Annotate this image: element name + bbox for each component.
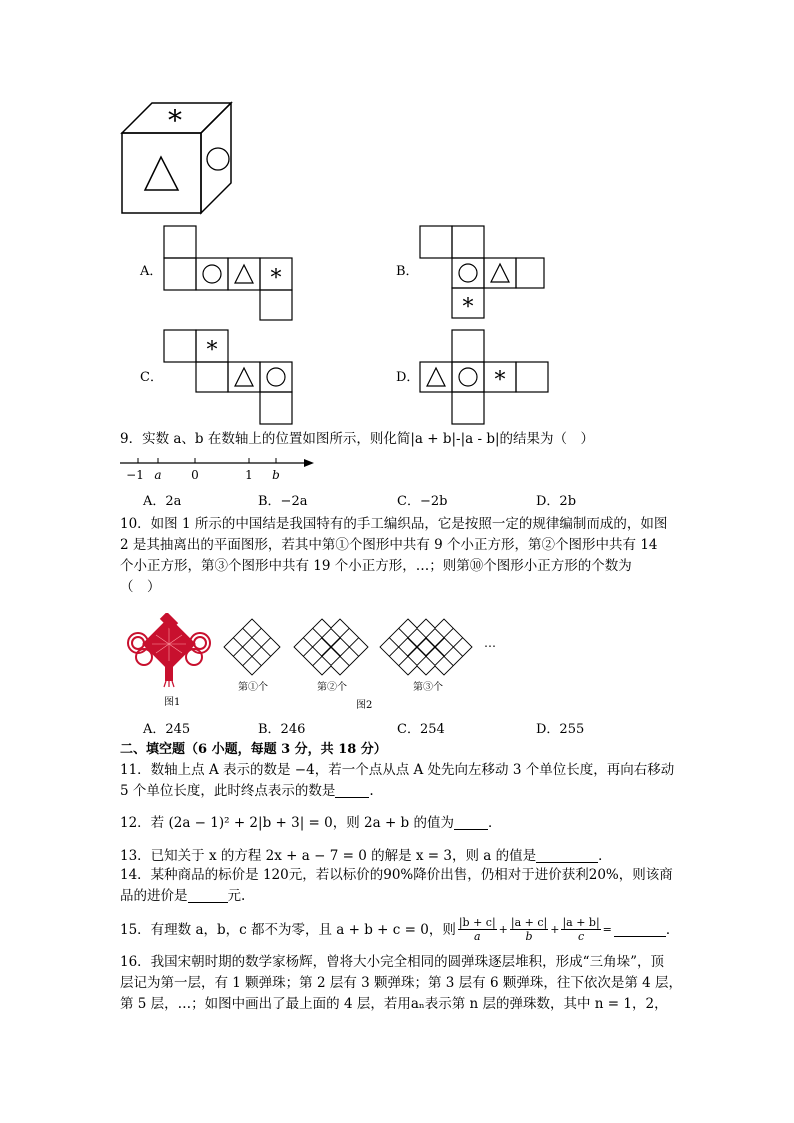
lattice-caption-2: 第②个 [317, 682, 347, 693]
option-a-label: A． [140, 264, 163, 279]
option-d-label: D． [396, 370, 420, 385]
q11-line2 [120, 781, 374, 801]
option-b-label: B． [396, 264, 419, 279]
q15-fraction-1 [458, 916, 497, 943]
q10-option-a: A．245 [143, 722, 191, 737]
q13-answer-blank[interactable] [536, 848, 598, 863]
net-a-star: * [270, 266, 282, 291]
lattice-figure-2 [292, 617, 370, 677]
q15-line [120, 916, 679, 943]
q10-option-b: B．246 [258, 722, 306, 737]
net-c [162, 328, 296, 426]
lattice-figure-3 [378, 617, 474, 677]
chinese-knot-image [124, 613, 214, 688]
lattice-caption-3: 第③个 [413, 682, 443, 693]
q15-plus-1: + [498, 922, 508, 936]
cube-top-symbol: * [168, 104, 182, 137]
q15-fraction-3 [561, 916, 600, 943]
q9-option-a: A．2a [143, 494, 182, 509]
q10-line2: 2 是其抽离出的平面图形，若其中第①个图形中共有 9 个小正方形，第②个图形中共有 14 [120, 537, 658, 553]
q12-answer-blank[interactable] [454, 815, 488, 830]
q11-end: . [369, 783, 374, 799]
q14-line2 [120, 886, 245, 906]
q15-f2-num: |a + c| [510, 916, 548, 929]
q11-answer-blank[interactable] [335, 783, 369, 798]
axis-label-minus1: −1 [126, 468, 144, 482]
q16-line3: 第 5 层，…；如图中画出了最上面的 4 层，若用aₙ表示第 n 层的弹珠数，其中 n = 1，2， [120, 996, 668, 1012]
q11-line1: 11．数轴上点 A 表示的数是 −4，若一个点从点 A 处先向左移动 3 个单位长度，再向右移动 [120, 762, 675, 778]
lattice-figure-1 [222, 617, 282, 677]
q16-line1: 16．我国宋朝时期的数学家杨辉，曾将大小完全相同的圆弹珠逐层堆积，形成“三角垛”，顶 [120, 954, 664, 970]
axis-label-a: a [154, 468, 162, 482]
q13-end: ． [598, 848, 612, 864]
q15-f1-num: |b + c| [458, 916, 496, 929]
q12-line [120, 813, 501, 833]
q15-f3-den: c [577, 930, 585, 943]
cube-figure [115, 100, 240, 218]
q14-end: 元. [227, 888, 246, 904]
axis-label-b: b [272, 468, 280, 482]
q10-line3: 个小正方形，第③个图形中共有 19 个小正方形，…；则第⑩个图形小正方形的个数为 [120, 558, 632, 574]
q10-line1: 10．如图 1 所示的中国结是我国特有的手工编织品，它是按照一定的规律编制而成的，如图 [120, 516, 668, 532]
net-c-star: * [206, 338, 218, 363]
q11-line2-text: 5 个单位长度，此时终点表示的数是 [120, 783, 336, 799]
q10-option-d: D．255 [536, 722, 585, 737]
lattice-ellipsis: … [484, 636, 496, 650]
cube-side-circle [207, 148, 229, 170]
axis-label-1: 1 [245, 468, 253, 482]
q10-line4: （ ） [120, 579, 161, 595]
net-d-star: * [494, 368, 506, 393]
q14-answer-blank[interactable] [188, 888, 228, 903]
lattice-caption-1: 第①个 [238, 682, 268, 693]
axis-label-0: 0 [191, 468, 199, 482]
q15-plus-2: + [550, 922, 560, 936]
net-b-star: * [462, 295, 474, 320]
q15-f2-den: b [525, 930, 533, 943]
q16-line2: 层记为第一层，有 1 颗弹珠；第 2 层有 3 颗弹珠；第 3 层有 6 颗弹珠，往下依次是第 4 层， [120, 975, 683, 991]
q14-line2-text: 品的进价是 [120, 888, 188, 904]
q12-end: ． [487, 815, 502, 831]
net-d [418, 328, 554, 426]
option-c-label: C． [140, 370, 163, 385]
q15-end: ． [665, 921, 680, 938]
q9-option-b: B．−2a [258, 494, 308, 509]
q9-number-line [118, 452, 318, 484]
net-b [418, 224, 548, 320]
q15-f1-den: a [473, 930, 481, 943]
q15-pre: 15．有理数 a，b，c 都不为零，且 a + b + c = 0，则 [120, 921, 456, 938]
q15-f3-num: |a + b| [562, 916, 600, 929]
q9-option-c: C．−2b [397, 494, 448, 509]
q9-stem: 9．实数 a、b 在数轴上的位置如图所示，则化简|a + b|-|a - b|的结果为（ ） [120, 431, 595, 447]
q13-line [120, 846, 612, 866]
fig2-caption: 图2 [356, 700, 373, 711]
net-a [162, 224, 296, 322]
q15-answer-blank[interactable] [614, 922, 666, 937]
q10-option-c: C．254 [397, 722, 445, 737]
q14-line1: 14．某种商品的标价是 120元，若以标价的90%降价出售，仍相对于进价获利20%，则该商 [120, 867, 673, 883]
q9-option-d: D．2b [536, 494, 577, 509]
q15-fraction-2 [510, 916, 548, 943]
section-2-heading: 二、填空题（6 小题，每题 3 分，共 18 分） [120, 742, 387, 757]
fig1-caption: 图1 [164, 697, 181, 708]
cube-front-triangle [145, 157, 178, 190]
q15-equals: = [602, 922, 612, 936]
q13-text: 13．已知关于 x 的方程 2x + a − 7 = 0 的解是 x = 3，则 a 的值是 [120, 848, 537, 864]
q12-text: 12．若 (2a − 1)² + 2|b + 3| = 0，则 2a + b 的值为 [120, 815, 454, 831]
